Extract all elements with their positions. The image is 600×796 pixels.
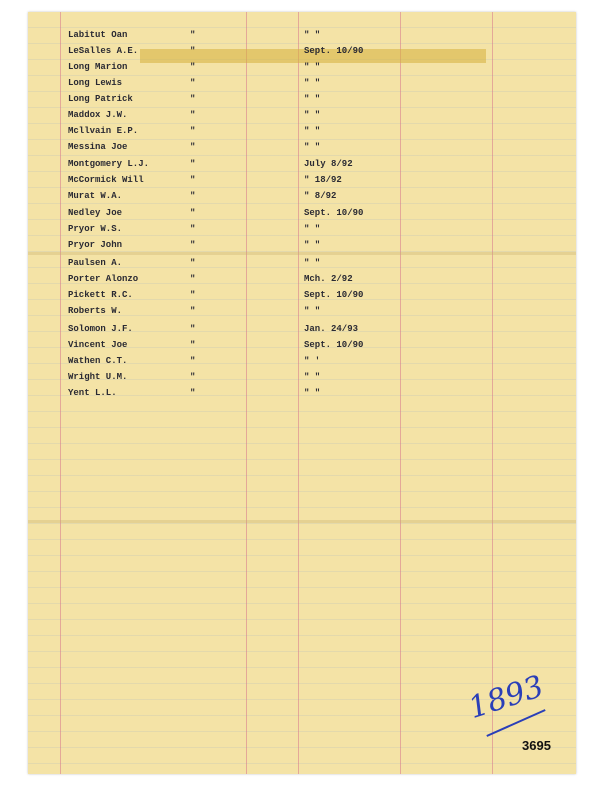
list-item: [28, 240, 576, 256]
entry-date: " ": [304, 142, 321, 152]
entry-date: Sept. 10/90: [304, 46, 364, 56]
entry-name: Pickett R.C.: [68, 290, 133, 300]
ditto-mark: ": [190, 240, 196, 250]
list-item: [28, 126, 576, 142]
entry-date: " ": [304, 258, 321, 268]
list-item: [28, 142, 576, 158]
entry-name: Labitut Oan: [68, 30, 128, 40]
entry-name: Roberts W.: [68, 306, 123, 316]
ditto-mark: ": [190, 62, 196, 72]
entry-date: " ": [304, 62, 321, 72]
ditto-mark: ": [190, 142, 196, 152]
paper-fold: [28, 520, 576, 523]
entry-name: Vincent Joe: [68, 340, 128, 350]
ditto-mark: ": [190, 159, 196, 169]
entry-name: Pryor John: [68, 240, 123, 250]
entry-name: Wright U.M.: [68, 372, 128, 382]
ledger-page: [28, 12, 576, 774]
list-item: [28, 224, 576, 240]
entry-date: July 8/92: [304, 159, 353, 169]
list-item: [28, 372, 576, 388]
entry-name: Solomon J.F.: [68, 324, 133, 334]
entry-name: Murat W.A.: [68, 191, 123, 201]
entry-date: " ": [304, 126, 321, 136]
entry-date: " ": [304, 94, 321, 104]
entry-date: Jan. 24/93: [304, 324, 359, 334]
entry-name: Mcllvain E.P.: [68, 126, 139, 136]
list-item: [28, 274, 576, 290]
ditto-mark: ": [190, 290, 196, 300]
list-item: [28, 159, 576, 175]
list-item: [28, 356, 576, 372]
entry-name: Wathen C.T.: [68, 356, 128, 366]
entry-name: Montgomery L.J.: [68, 159, 150, 169]
entry-date: " ": [304, 306, 321, 316]
ditto-mark: ": [190, 356, 196, 366]
entry-date: Sept. 10/90: [304, 208, 364, 218]
entry-name: Pryor W.S.: [68, 224, 123, 234]
entry-name: Yent L.L.: [68, 388, 117, 398]
list-item: [28, 306, 576, 322]
list-item: [28, 208, 576, 224]
list-item: [28, 30, 576, 46]
entry-date: " ": [304, 30, 321, 40]
list-item: [28, 191, 576, 207]
list-item: [28, 388, 576, 404]
ditto-mark: ": [190, 258, 196, 268]
entry-name: Long Lewis: [68, 78, 123, 88]
ditto-mark: ": [190, 306, 196, 316]
entry-name: Long Patrick: [68, 94, 133, 104]
document-number: 3695: [522, 738, 551, 753]
entry-date: " ": [304, 388, 321, 398]
ditto-mark: ": [190, 110, 196, 120]
list-item: [28, 258, 576, 274]
ditto-mark: ": [190, 340, 196, 350]
list-item: [28, 290, 576, 306]
list-item: [28, 110, 576, 126]
list-item: [28, 62, 576, 78]
list-item: [28, 94, 576, 110]
entry-name: Maddox J.W.: [68, 110, 128, 120]
ditto-mark: ": [190, 324, 196, 334]
list-item: [28, 340, 576, 356]
ditto-mark: ": [190, 94, 196, 104]
list-item: [28, 175, 576, 191]
ditto-mark: ": [190, 372, 196, 382]
ditto-mark: ": [190, 274, 196, 284]
entry-date: Sept. 10/90: [304, 290, 364, 300]
entry-date: " ": [304, 224, 321, 234]
entry-date: " ": [304, 78, 321, 88]
entry-date: " ": [304, 240, 321, 250]
ditto-mark: ": [190, 224, 196, 234]
entry-date: " ": [304, 372, 321, 382]
entry-date: Sept. 10/90: [304, 340, 364, 350]
entry-name: LeSalles A.E.: [68, 46, 139, 56]
entry-name: Paulsen A.: [68, 258, 123, 268]
list-item: [28, 324, 576, 340]
ditto-mark: ": [190, 30, 196, 40]
entry-name: Nedley Joe: [68, 208, 123, 218]
list-item: [28, 46, 576, 62]
ditto-mark: ": [190, 191, 196, 201]
ditto-mark: ": [190, 78, 196, 88]
ditto-mark: ": [190, 388, 196, 398]
ditto-mark: ": [190, 46, 196, 56]
list-item: [28, 78, 576, 94]
year-annotation: 1893: [464, 669, 548, 726]
entry-date: Mch. 2/92: [304, 274, 353, 284]
entry-date: " ": [304, 110, 321, 120]
entry-date: " 18/92: [304, 175, 342, 185]
entry-date: " 8/92: [304, 191, 337, 201]
ditto-mark: ": [190, 126, 196, 136]
entry-name: McCormick Will: [68, 175, 144, 185]
entry-name: Porter Alonzo: [68, 274, 139, 284]
entry-date: " ': [304, 356, 321, 366]
ditto-mark: ": [190, 175, 196, 185]
entry-name: Long Marion: [68, 62, 128, 72]
ditto-mark: ": [190, 208, 196, 218]
entry-name: Messina Joe: [68, 142, 128, 152]
